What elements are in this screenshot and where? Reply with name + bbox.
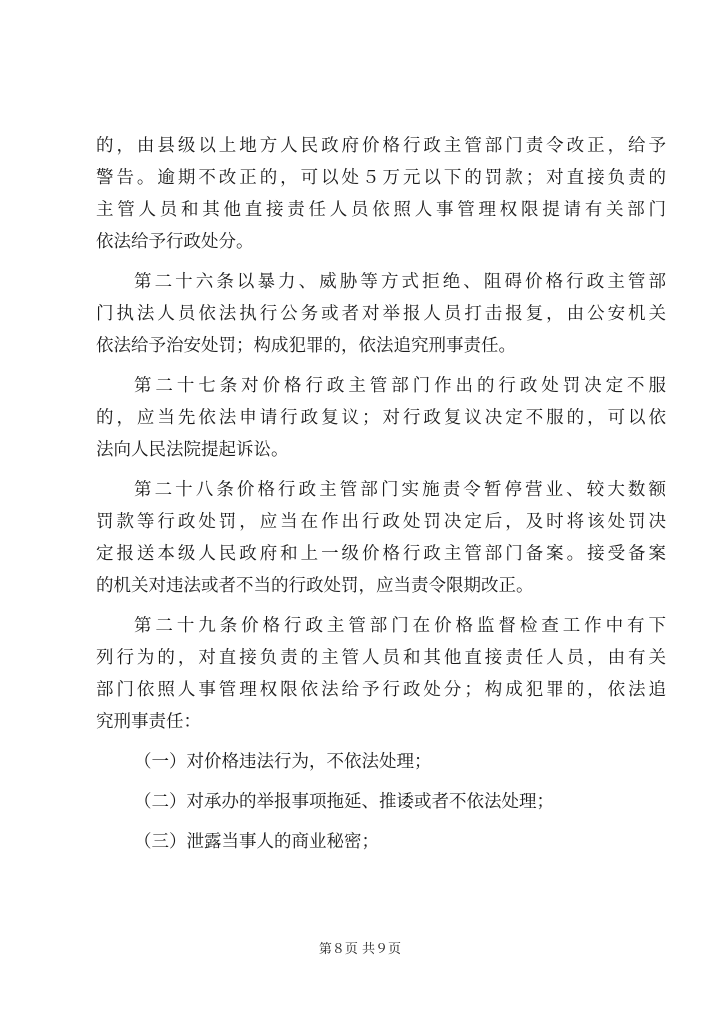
page-footer: 第８页 共９页 (318, 942, 402, 957)
paragraph (96, 130, 666, 258)
text-line: 的，由县级以上地方人民政府价格行政主管部门责令改正，给予 (96, 136, 666, 156)
text-line: 的机关对违法或者不当的行政处罚，应当责令限期改正。 (96, 576, 534, 596)
text-line: 第二十九条价格行政主管部门在价格监督检查工作中有下 (134, 616, 666, 636)
document-body (96, 130, 666, 858)
list-item: （三）泄露当事人的商业秘密； (134, 832, 379, 852)
paragraph-article-28 (96, 474, 666, 602)
text-line: 第二十八条价格行政主管部门实施责令暂停营业、较大数额 (134, 480, 666, 500)
text-line: 法向人民法院提起诉讼。 (96, 440, 289, 460)
paragraph-article-27 (96, 370, 666, 466)
list-item: （一）对价格违法行为，不依法处理； (134, 752, 432, 772)
text-line: 依法给予治安处罚；构成犯罪的，依法追究刑事责任。 (96, 336, 516, 356)
text-line: 依法给予行政处分。 (96, 232, 254, 252)
text-line: 第二十六条以暴力、威胁等方式拒绝、阻碍价格行政主管部 (134, 272, 666, 292)
text-line: 列行为的，对直接负责的主管人员和其他直接责任人员，由有关 (96, 648, 666, 668)
text-line: 定报送本级人民政府和上一级价格行政主管部门备案。接受备案 (96, 544, 666, 564)
text-line: 主管人员和其他直接责任人员依照人事管理权限提请有关部门 (96, 200, 666, 220)
paragraph-article-26 (96, 266, 666, 362)
list (96, 746, 666, 858)
text-line: 第二十七条对价格行政主管部门作出的行政处罚决定不服 (134, 376, 666, 396)
list-item: （二）对承办的举报事项拖延、推诿或者不依法处理； (134, 792, 554, 812)
text-line: 部门依照人事管理权限依法给予行政处分；构成犯罪的，依法追 (96, 680, 666, 700)
text-line: 罚款等行政处罚，应当在作出行政处罚决定后，及时将该处罚决 (96, 512, 666, 532)
text-line: 究刑事责任： (96, 712, 201, 732)
text-line: 门执法人员依法执行公务或者对举报人员打击报复，由公安机关 (96, 304, 666, 324)
paragraph-article-29 (96, 610, 666, 738)
text-line: 的，应当先依法申请行政复议；对行政复议决定不服的，可以依 (96, 408, 666, 428)
text-line: 警告。逾期不改正的，可以处５万元以下的罚款；对直接负责的 (96, 168, 666, 188)
